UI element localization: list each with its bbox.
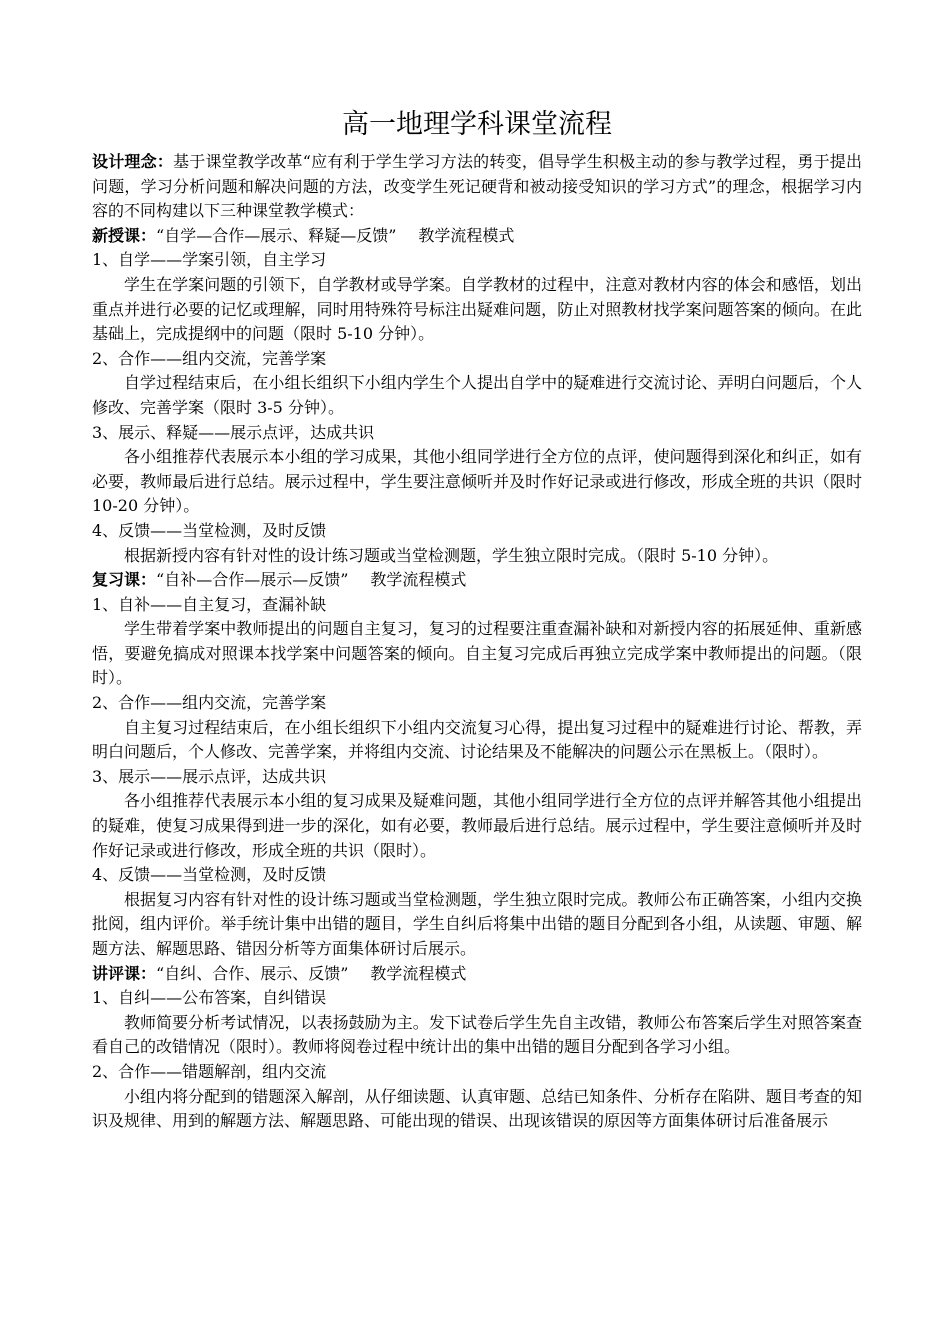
review-step-4-heading: 4、反馈——当堂检测，及时反馈 (92, 865, 327, 885)
comment-step-2-heading: 2、合作——错题解剖，组内交流 (92, 1061, 327, 1081)
section-review-motto: “自补—合作—展示—反馈” (156, 570, 349, 590)
new-step-4-text: 根据新授内容有针对性的设计练习题或当堂检测题，学生独立限时完成。（限时 5-10 分钟）。 (124, 545, 779, 565)
design-concept-text: 基于课堂教学改革“应有利于学生学习方法的转变，倡导学生积极主动的参与教学过程，勇于提出问题，学习分析问题和解决问题的方法，改变学生死记硬背和被动接受知识的学习方式”的理念，根据学习内容的不同构建以下三种课堂教学模式： (92, 152, 862, 221)
review-step-1-text: 学生带着学案中教师提出的问题自主复习，复习的过程要注重查漏补缺和对新授内容的拓展延伸、重新感悟，要避免搞成对照课本找学案中问题答案的倾向。自主复习完成后再独立完成学案中教师提出的问题。（限时）。 (92, 619, 862, 688)
section-new-label: 新授课： (92, 225, 157, 245)
new-step-3-text: 各小组推荐代表展示本小组的学习成果，其他小组同学进行全方位的点评，使问题得到深化和纠正，如有必要，教师最后进行总结。展示过程中，学生要注意倾听并及时作好记录或进行修改，形成全班的共识（限时 10-20 分钟）。 (92, 447, 862, 516)
page-title: 高一地理学科课堂流程 (342, 109, 612, 140)
design-concept-label: 设计理念： (92, 152, 174, 171)
section-new-suffix: 教学流程模式 (418, 225, 515, 245)
review-step-3-text: 各小组推荐代表展示本小组的复习成果及疑难问题，其他小组同学进行全方位的点评并解答其他小组提出的疑难，使复习成果得到进一步的深化，如有必要，教师最后进行总结。展示过程中，学生要注意倾听并及时作好记录或进行修改，形成全班的共识（限时）。 (92, 791, 862, 860)
new-step-4-heading: 4、反馈——当堂检测，及时反馈 (92, 520, 327, 540)
review-step-2-heading: 2、合作——组内交流，完善学案 (92, 693, 327, 713)
new-step-2-heading: 2、合作——组内交流，完善学案 (92, 348, 327, 368)
section-review-heading (92, 568, 862, 593)
review-step-3-heading: 3、展示——展示点评，达成共识 (92, 766, 327, 786)
new-step-3-heading: 3、展示、释疑——展示点评，达成共识 (92, 422, 375, 442)
section-review-suffix: 教学流程模式 (370, 570, 467, 590)
new-step-2-text: 自学过程结束后，在小组长组织下小组内学生个人提出自学中的疑难进行交流讨论、弄明白问题后，个人修改、完善学案（限时 3-5 分钟）。 (92, 373, 862, 417)
new-step-1-heading: 1、自学——学案引领，自主学习 (92, 250, 327, 270)
comment-step-1-heading: 1、自纠——公布答案，自纠错误 (92, 988, 327, 1008)
section-new-motto: “自学—合作—展示、释疑—反馈” (156, 225, 397, 245)
section-comment-suffix: 教学流程模式 (370, 963, 467, 983)
document-page (92, 104, 862, 1134)
section-comment-motto: “自纠、合作、展示、反馈” (156, 963, 349, 983)
design-concept (92, 150, 862, 224)
section-new-heading (92, 224, 862, 249)
comment-step-1-text: 教师简要分析考试情况，以表扬鼓励为主。发下试卷后学生先自主改错，教师公布答案后学生对照答案查看自己的改错情况（限时）。教师将阅卷过程中统计出的集中出错的题目分配到各学习小组。 (92, 1012, 862, 1057)
review-step-1-heading: 1、自补——自主复习，查漏补缺 (92, 594, 327, 614)
new-step-1-text: 学生在学案问题的引领下，自学教材或导学案。自学教材的过程中，注意对教材内容的体会和感悟，划出重点并进行必要的记忆或理解，同时用特殊符号标注出疑难问题，防止对照教材找学案问题答案的倾向。在此基础上，完成提纲中的问题（限时 5-10 分钟）。 (92, 274, 862, 344)
review-step-4-text: 根据复习内容有针对性的设计练习题或当堂检测题，学生独立限时完成。教师公布正确答案，小组内交换批阅，组内评价。举手统计集中出错的题目，学生自纠后将集中出错的题目分配到各小组，从读题、审题、解题方法、解题思路、错因分析等方面集体研讨后展示。 (92, 889, 862, 958)
comment-step-2-text: 小组内将分配到的错题深入解剖，从仔细读题、认真审题、总结已知条件、分析存在陷阱、题目考查的知识及规律、用到的解题方法、解题思路、可能出现的错误、出现该错误的原因等方面集体研讨后准备展示 (92, 1086, 862, 1131)
review-step-2-text: 自主复习过程结束后，在小组长组织下小组内交流复习心得，提出复习过程中的疑难进行讨论、帮教，弄明白问题后，个人修改、完善学案，并将组内交流、讨论结果及不能解决的问题公示在黑板上。（限时）。 (92, 717, 862, 762)
section-comment-heading (92, 962, 862, 987)
section-review-label: 复习课： (92, 570, 157, 590)
section-comment-label: 讲评课： (92, 963, 157, 983)
